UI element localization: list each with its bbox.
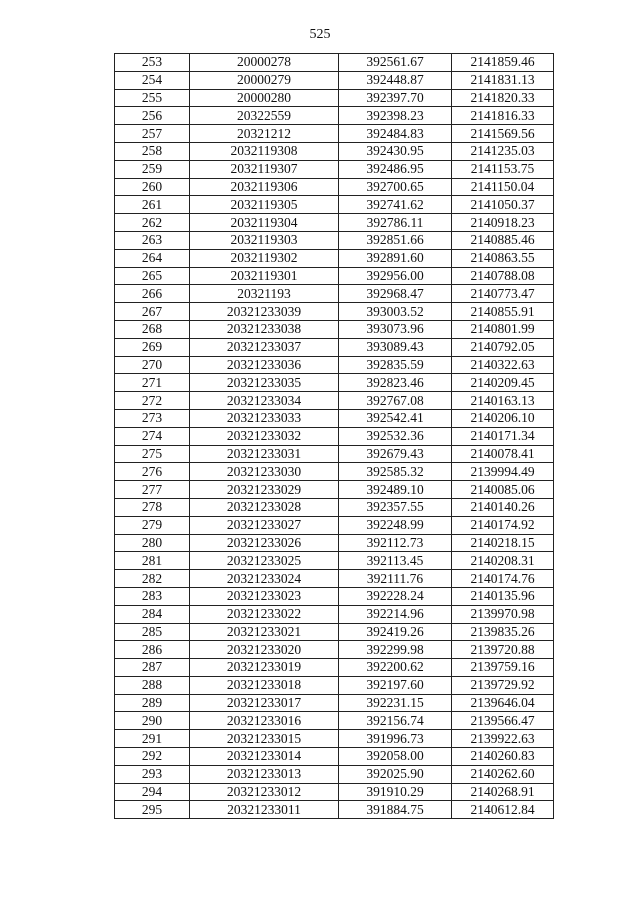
table-row: [115, 641, 554, 659]
y-coordinate-cell: 2140801.99: [452, 320, 554, 338]
y-coordinate-cell: 2140218.15: [452, 534, 554, 552]
y-coordinate-cell: 2140260.83: [452, 748, 554, 766]
x-coordinate-cell: 392112.73: [339, 534, 452, 552]
row-index-cell: 259: [115, 160, 190, 178]
x-coordinate-cell: 392113.45: [339, 552, 452, 570]
point-code-cell: 20321233013: [190, 765, 339, 783]
x-coordinate-cell: 392585.32: [339, 463, 452, 481]
point-code-cell: 20321233019: [190, 659, 339, 677]
point-code-cell: 20321233031: [190, 445, 339, 463]
x-coordinate-cell: 392767.08: [339, 392, 452, 410]
point-code-cell: 2032119302: [190, 249, 339, 267]
y-coordinate-cell: 2140855.91: [452, 303, 554, 321]
y-coordinate-cell: 2140322.63: [452, 356, 554, 374]
y-coordinate-cell: 2140612.84: [452, 801, 554, 819]
row-index-cell: 290: [115, 712, 190, 730]
x-coordinate-cell: 392419.26: [339, 623, 452, 641]
table-row: [115, 125, 554, 143]
table-row: [115, 481, 554, 499]
table-row: [115, 409, 554, 427]
table-row: [115, 463, 554, 481]
row-index-cell: 261: [115, 196, 190, 214]
table-row: [115, 765, 554, 783]
row-index-cell: 266: [115, 285, 190, 303]
table-row: [115, 587, 554, 605]
point-code-cell: 20000280: [190, 89, 339, 107]
table-row: [115, 516, 554, 534]
row-index-cell: 295: [115, 801, 190, 819]
y-coordinate-cell: 2139835.26: [452, 623, 554, 641]
row-index-cell: 267: [115, 303, 190, 321]
y-coordinate-cell: 2139566.47: [452, 712, 554, 730]
table-row: [115, 356, 554, 374]
row-index-cell: 277: [115, 481, 190, 499]
table-row: [115, 54, 554, 72]
row-index-cell: 292: [115, 748, 190, 766]
table-row: [115, 107, 554, 125]
table-row: [115, 783, 554, 801]
table-row: [115, 748, 554, 766]
row-index-cell: 280: [115, 534, 190, 552]
table-row: [115, 231, 554, 249]
y-coordinate-cell: 2140140.26: [452, 498, 554, 516]
x-coordinate-cell: 391910.29: [339, 783, 452, 801]
y-coordinate-cell: 2141050.37: [452, 196, 554, 214]
y-coordinate-cell: 2140209.45: [452, 374, 554, 392]
row-index-cell: 273: [115, 409, 190, 427]
x-coordinate-cell: 393003.52: [339, 303, 452, 321]
y-coordinate-cell: 2140174.76: [452, 570, 554, 588]
x-coordinate-cell: 392823.46: [339, 374, 452, 392]
x-coordinate-cell: 392700.65: [339, 178, 452, 196]
row-index-cell: 279: [115, 516, 190, 534]
row-index-cell: 262: [115, 214, 190, 232]
row-index-cell: 281: [115, 552, 190, 570]
point-code-cell: 20321233038: [190, 320, 339, 338]
point-code-cell: 20321233023: [190, 587, 339, 605]
point-code-cell: 20321233039: [190, 303, 339, 321]
table-row: [115, 214, 554, 232]
point-code-cell: 20321233020: [190, 641, 339, 659]
row-index-cell: 256: [115, 107, 190, 125]
point-code-cell: 2032119303: [190, 231, 339, 249]
table-row: [115, 249, 554, 267]
table-row: [115, 89, 554, 107]
point-code-cell: 20321233032: [190, 427, 339, 445]
x-coordinate-cell: 392025.90: [339, 765, 452, 783]
x-coordinate-cell: 392231.15: [339, 694, 452, 712]
table-row: [115, 623, 554, 641]
point-code-cell: 20321233033: [190, 409, 339, 427]
table-row: [115, 267, 554, 285]
table-row: [115, 445, 554, 463]
x-coordinate-cell: 392430.95: [339, 142, 452, 160]
table-row: [115, 178, 554, 196]
y-coordinate-cell: 2140792.05: [452, 338, 554, 356]
x-coordinate-cell: 392228.24: [339, 587, 452, 605]
y-coordinate-cell: 2139970.98: [452, 605, 554, 623]
x-coordinate-cell: 392398.23: [339, 107, 452, 125]
point-code-cell: 2032119306: [190, 178, 339, 196]
x-coordinate-cell: 392357.55: [339, 498, 452, 516]
row-index-cell: 284: [115, 605, 190, 623]
x-coordinate-cell: 393073.96: [339, 320, 452, 338]
x-coordinate-cell: 392156.74: [339, 712, 452, 730]
row-index-cell: 294: [115, 783, 190, 801]
x-coordinate-cell: 392956.00: [339, 267, 452, 285]
x-coordinate-cell: 392561.67: [339, 54, 452, 72]
table-row: [115, 303, 554, 321]
point-code-cell: 2032119305: [190, 196, 339, 214]
x-coordinate-cell: 392484.83: [339, 125, 452, 143]
row-index-cell: 287: [115, 659, 190, 677]
row-index-cell: 276: [115, 463, 190, 481]
table-row: [115, 605, 554, 623]
table-row: [115, 338, 554, 356]
y-coordinate-cell: 2139646.04: [452, 694, 554, 712]
table-row: [115, 570, 554, 588]
point-code-cell: 20000279: [190, 71, 339, 89]
table-row: [115, 712, 554, 730]
x-coordinate-cell: 392968.47: [339, 285, 452, 303]
row-index-cell: 258: [115, 142, 190, 160]
point-code-cell: 20321233017: [190, 694, 339, 712]
y-coordinate-cell: 2140171.34: [452, 427, 554, 445]
table-row: [115, 676, 554, 694]
point-code-cell: 20321233015: [190, 730, 339, 748]
row-index-cell: 293: [115, 765, 190, 783]
y-coordinate-cell: 2141569.56: [452, 125, 554, 143]
point-code-cell: 2032119304: [190, 214, 339, 232]
point-code-cell: 2032119301: [190, 267, 339, 285]
row-index-cell: 253: [115, 54, 190, 72]
y-coordinate-cell: 2140863.55: [452, 249, 554, 267]
coordinates-table-body: [115, 54, 554, 819]
y-coordinate-cell: 2141820.33: [452, 89, 554, 107]
point-code-cell: 20321233018: [190, 676, 339, 694]
point-code-cell: 20321233036: [190, 356, 339, 374]
y-coordinate-cell: 2140773.47: [452, 285, 554, 303]
row-index-cell: 265: [115, 267, 190, 285]
y-coordinate-cell: 2140208.31: [452, 552, 554, 570]
row-index-cell: 285: [115, 623, 190, 641]
x-coordinate-cell: 392532.36: [339, 427, 452, 445]
point-code-cell: 20321233014: [190, 748, 339, 766]
y-coordinate-cell: 2140206.10: [452, 409, 554, 427]
row-index-cell: 269: [115, 338, 190, 356]
y-coordinate-cell: 2140078.41: [452, 445, 554, 463]
point-code-cell: 20321233024: [190, 570, 339, 588]
point-code-cell: 20321233035: [190, 374, 339, 392]
y-coordinate-cell: 2140918.23: [452, 214, 554, 232]
y-coordinate-cell: 2140085.06: [452, 481, 554, 499]
point-code-cell: 2032119307: [190, 160, 339, 178]
y-coordinate-cell: 2140174.92: [452, 516, 554, 534]
table-row: [115, 285, 554, 303]
point-code-cell: 2032119308: [190, 142, 339, 160]
y-coordinate-cell: 2140268.91: [452, 783, 554, 801]
row-index-cell: 260: [115, 178, 190, 196]
x-coordinate-cell: 392835.59: [339, 356, 452, 374]
x-coordinate-cell: 392058.00: [339, 748, 452, 766]
y-coordinate-cell: 2141831.13: [452, 71, 554, 89]
row-index-cell: 271: [115, 374, 190, 392]
point-code-cell: 20321233028: [190, 498, 339, 516]
x-coordinate-cell: 392486.95: [339, 160, 452, 178]
x-coordinate-cell: 392786.11: [339, 214, 452, 232]
row-index-cell: 272: [115, 392, 190, 410]
x-coordinate-cell: 392214.96: [339, 605, 452, 623]
x-coordinate-cell: 391884.75: [339, 801, 452, 819]
table-row: [115, 427, 554, 445]
x-coordinate-cell: 392111.76: [339, 570, 452, 588]
row-index-cell: 257: [115, 125, 190, 143]
y-coordinate-cell: 2140135.96: [452, 587, 554, 605]
table-row: [115, 534, 554, 552]
point-code-cell: 20321233011: [190, 801, 339, 819]
row-index-cell: 264: [115, 249, 190, 267]
row-index-cell: 268: [115, 320, 190, 338]
table-row: [115, 71, 554, 89]
x-coordinate-cell: 392200.62: [339, 659, 452, 677]
table-row: [115, 498, 554, 516]
table-row: [115, 730, 554, 748]
point-code-cell: 20321233016: [190, 712, 339, 730]
point-code-cell: 20321233025: [190, 552, 339, 570]
point-code-cell: 20321193: [190, 285, 339, 303]
y-coordinate-cell: 2141859.46: [452, 54, 554, 72]
x-coordinate-cell: 392197.60: [339, 676, 452, 694]
x-coordinate-cell: 392542.41: [339, 409, 452, 427]
point-code-cell: 20321233034: [190, 392, 339, 410]
table-row: [115, 320, 554, 338]
x-coordinate-cell: 393089.43: [339, 338, 452, 356]
y-coordinate-cell: 2139720.88: [452, 641, 554, 659]
table-row: [115, 801, 554, 819]
point-code-cell: 20321233037: [190, 338, 339, 356]
x-coordinate-cell: 392248.99: [339, 516, 452, 534]
y-coordinate-cell: 2139759.16: [452, 659, 554, 677]
table-row: [115, 142, 554, 160]
row-index-cell: 286: [115, 641, 190, 659]
point-code-cell: 20321212: [190, 125, 339, 143]
y-coordinate-cell: 2140163.13: [452, 392, 554, 410]
row-index-cell: 263: [115, 231, 190, 249]
y-coordinate-cell: 2139994.49: [452, 463, 554, 481]
table-row: [115, 659, 554, 677]
y-coordinate-cell: 2141235.03: [452, 142, 554, 160]
row-index-cell: 270: [115, 356, 190, 374]
coordinates-table: [114, 53, 554, 819]
row-index-cell: 255: [115, 89, 190, 107]
y-coordinate-cell: 2141150.04: [452, 178, 554, 196]
x-coordinate-cell: 392489.10: [339, 481, 452, 499]
x-coordinate-cell: 392679.43: [339, 445, 452, 463]
y-coordinate-cell: 2139922.63: [452, 730, 554, 748]
table-row: [115, 552, 554, 570]
row-index-cell: 282: [115, 570, 190, 588]
x-coordinate-cell: 392397.70: [339, 89, 452, 107]
row-index-cell: 254: [115, 71, 190, 89]
point-code-cell: 20322559: [190, 107, 339, 125]
y-coordinate-cell: 2141153.75: [452, 160, 554, 178]
x-coordinate-cell: 392448.87: [339, 71, 452, 89]
y-coordinate-cell: 2140262.60: [452, 765, 554, 783]
table-row: [115, 694, 554, 712]
point-code-cell: 20321233026: [190, 534, 339, 552]
row-index-cell: 289: [115, 694, 190, 712]
row-index-cell: 291: [115, 730, 190, 748]
point-code-cell: 20321233012: [190, 783, 339, 801]
table-row: [115, 196, 554, 214]
page-number: 525: [309, 27, 331, 42]
y-coordinate-cell: 2141816.33: [452, 107, 554, 125]
point-code-cell: 20321233027: [190, 516, 339, 534]
point-code-cell: 20321233030: [190, 463, 339, 481]
point-code-cell: 20321233029: [190, 481, 339, 499]
x-coordinate-cell: 392891.60: [339, 249, 452, 267]
point-code-cell: 20321233022: [190, 605, 339, 623]
x-coordinate-cell: 392851.66: [339, 231, 452, 249]
point-code-cell: 20321233021: [190, 623, 339, 641]
table-row: [115, 374, 554, 392]
table-row: [115, 160, 554, 178]
y-coordinate-cell: 2140885.46: [452, 231, 554, 249]
row-index-cell: 274: [115, 427, 190, 445]
point-code-cell: 20000278: [190, 54, 339, 72]
row-index-cell: 278: [115, 498, 190, 516]
x-coordinate-cell: 392741.62: [339, 196, 452, 214]
x-coordinate-cell: 391996.73: [339, 730, 452, 748]
row-index-cell: 283: [115, 587, 190, 605]
x-coordinate-cell: 392299.98: [339, 641, 452, 659]
y-coordinate-cell: 2139729.92: [452, 676, 554, 694]
y-coordinate-cell: 2140788.08: [452, 267, 554, 285]
row-index-cell: 288: [115, 676, 190, 694]
table-row: [115, 392, 554, 410]
row-index-cell: 275: [115, 445, 190, 463]
